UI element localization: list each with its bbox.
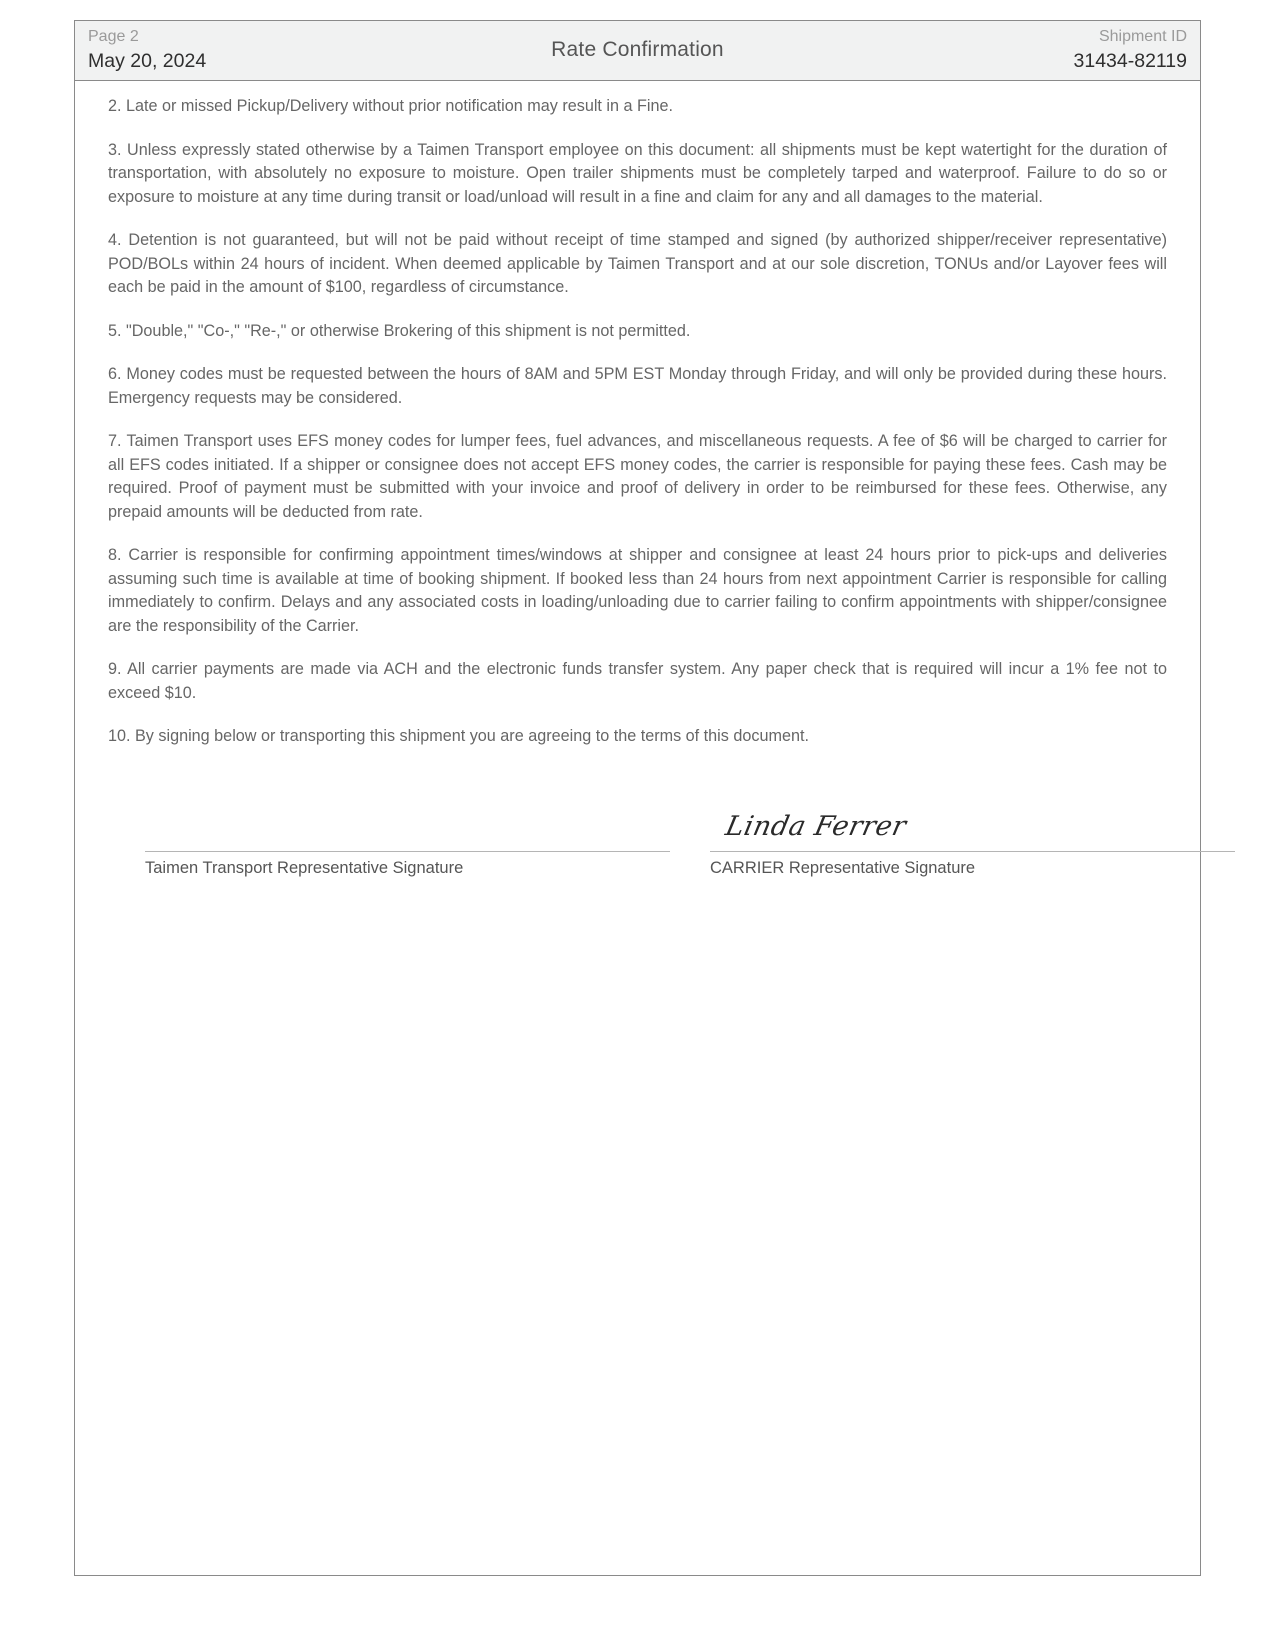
- carrier-signature-block: [710, 801, 1235, 881]
- terms-list: [108, 95, 1167, 769]
- term-3: 3. Unless expressly stated otherwise by a Taimen Transport employee on this document: all shipments must be kept watertight for the duration of transportation, with absolutely no exposure to moisture. Open trailer shipments must be completely tarped and waterproof. Failure to do so or exposure to moisture at any time during transit or load/unload will result in a fine and claim for any and all damages to the material.: [108, 140, 1167, 206]
- term-10: 10. By signing below or transporting this shipment you are agreeing to the terms of this document.: [108, 727, 809, 745]
- term-7: 7. Taimen Transport uses EFS money codes for lumper fees, fuel advances, and miscellaneous requests. A fee of $6 will be charged to carrier for all EFS codes initiated. If a shipper or consignee does not accept EFS money codes, the carrier is responsible for paying these fees. Cash may be required. Proof of payment must be submitted with your invoice and proof of delivery in order to be reimbursed for these fees. Otherwise, any prepaid amounts will be deducted from rate.: [108, 432, 1167, 521]
- term-9: 9. All carrier payments are made via ACH and the electronic funds transfer system. Any paper check that is required will incur a 1% fee not to exceed $10.: [108, 660, 1167, 702]
- document-title: Rate Confirmation: [551, 38, 724, 61]
- taimen-signature-label: Taimen Transport Representative Signature: [145, 859, 464, 877]
- taimen-signature-line[interactable]: [145, 851, 670, 852]
- document-header: [75, 21, 1200, 81]
- shipment-id: 31434-82119: [1073, 50, 1187, 72]
- signature-area: [145, 801, 1135, 881]
- carrier-signature-label: CARRIER Representative Signature: [710, 859, 976, 877]
- header-right: [1074, 28, 1188, 74]
- carrier-signature-line[interactable]: [710, 851, 1235, 852]
- taimen-signature-block: [145, 801, 670, 881]
- shipment-id-label: Shipment ID: [1098, 28, 1187, 45]
- carrier-signature: Linda Ferrer: [722, 811, 910, 842]
- term-2: 2. Late or missed Pickup/Delivery without prior notification may result in a Fine.: [108, 97, 674, 115]
- document-page: [74, 20, 1201, 1576]
- term-6: 6. Money codes must be requested between the hours of 8AM and 5PM EST Monday through Friday, and will only be provided during these hours. Emergency requests may be considered.: [108, 365, 1167, 407]
- page-label: Page 2: [88, 28, 139, 45]
- document-date: May 20, 2024: [88, 50, 207, 72]
- term-4: 4. Detention is not guaranteed, but will not be paid without receipt of time stamped and signed (by authorized shipper/receiver representative) POD/BOLs within 24 hours of incident. When deemed applicable by Taimen Transport and at our sole discretion, TONUs and/or Layover fees will each be paid in the amount of $100, regardless of circumstance.: [108, 231, 1167, 296]
- term-5: 5. "Double," "Co-," "Re-," or otherwise Brokering of this shipment is not permitted.: [108, 321, 691, 340]
- term-8: 8. Carrier is responsible for confirming appointment times/windows at shipper and consignee at least 24 hours prior to pick-ups and deliveries assuming such time is available at time of booking shipment. If booked less than 24 hours from next appointment Carrier is responsible for calling immediately to confirm. Delays and any associated costs in loading/unloading due to carrier failing to confirm appointments with shipper/consignee are the responsibility of the Carrier.: [108, 546, 1167, 635]
